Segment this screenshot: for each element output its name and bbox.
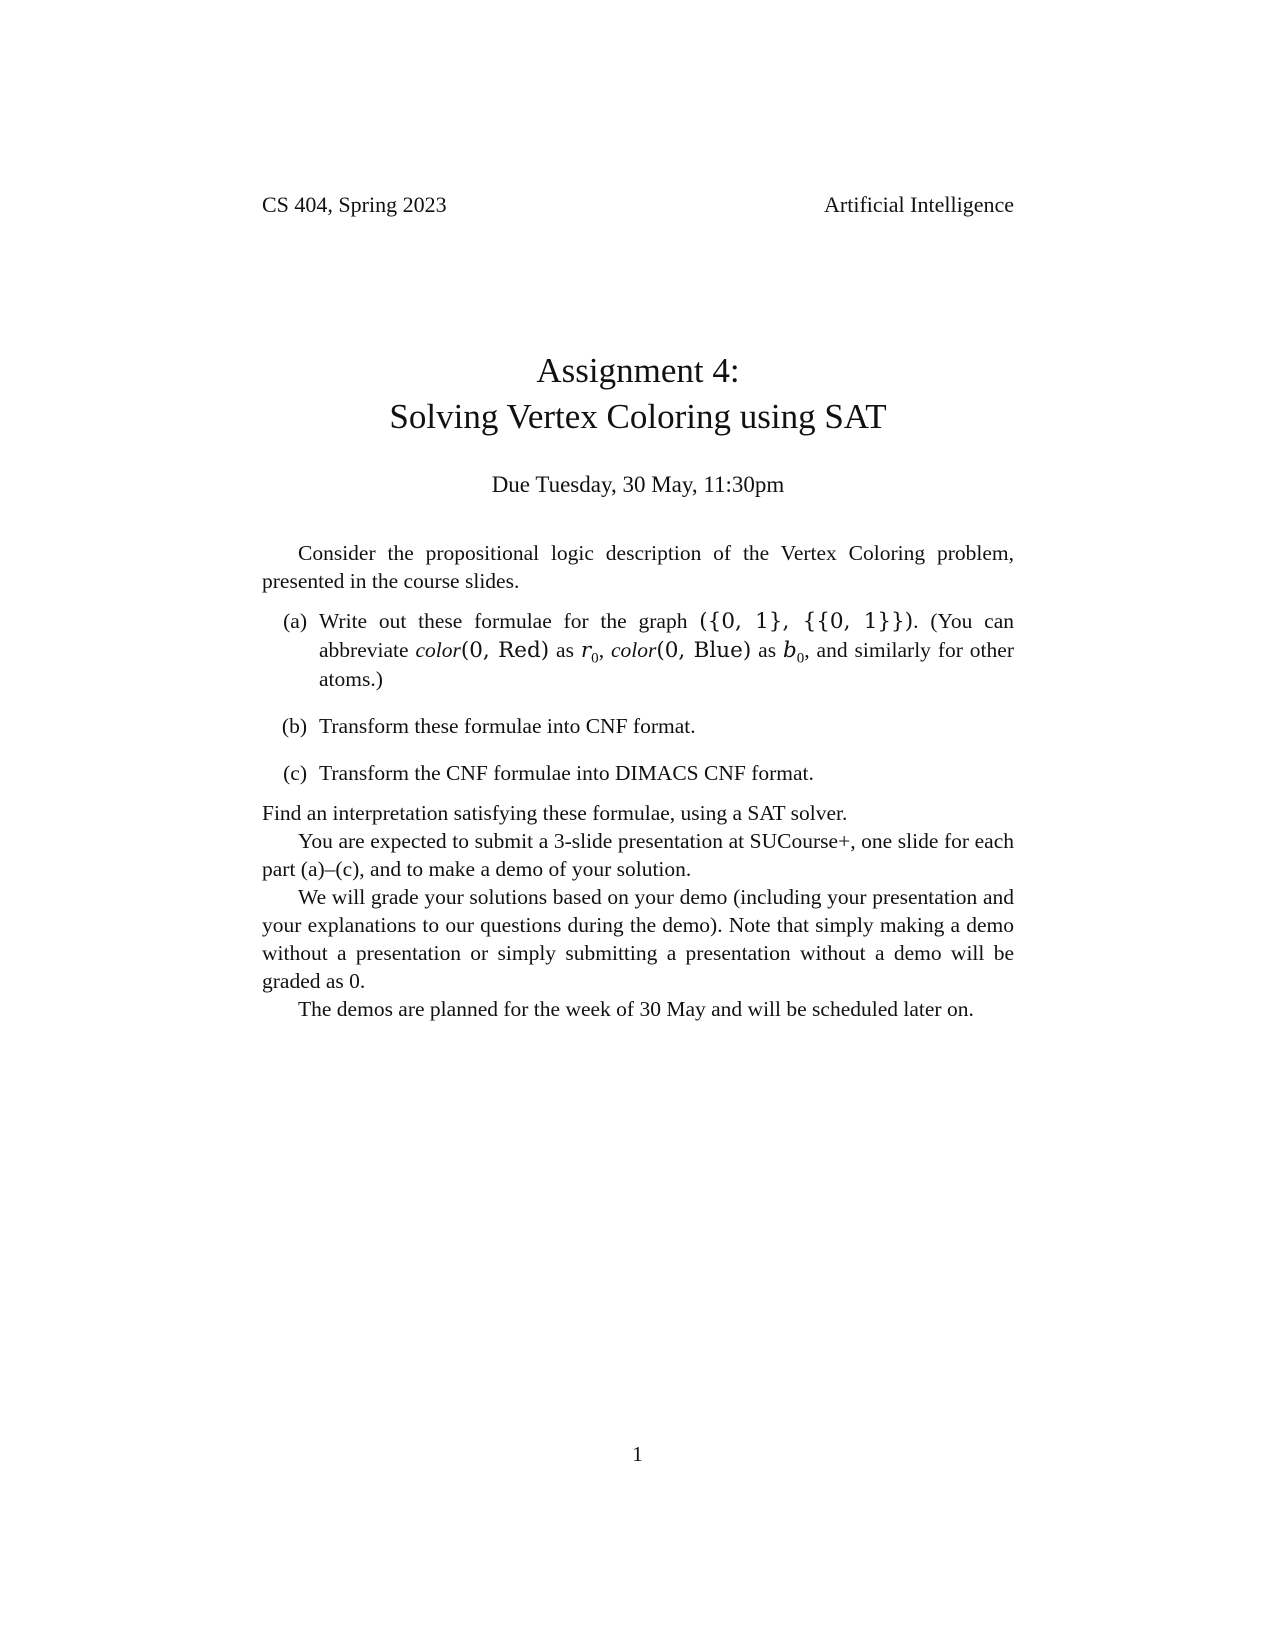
course-label: CS 404, Spring 2023 — [262, 192, 447, 217]
r-variable: r — [580, 638, 592, 663]
page-number: 1 — [632, 1442, 643, 1466]
r-subscript: 0 — [591, 650, 599, 667]
assignment-title — [262, 348, 1014, 440]
item-text-part: . (You can abbreviate — [319, 609, 1014, 662]
title-line-2: Solving Vertex Coloring using SAT — [389, 397, 887, 436]
intro-paragraph: Consider the propositional logic description of the Vertex Coloring problem, presented in the course slides. — [262, 541, 1014, 593]
item-label: (c) — [283, 761, 307, 785]
grading-paragraph: We will grade your solutions based on your demo (including your presentation and your explanations to our questions during the demo). Note that simply making a demo without a presentation or simply submitting a presentation without a demo will be graded as 0. — [262, 885, 1014, 993]
item-text: Transform these formulae into CNF format. — [319, 714, 696, 738]
color-function: color — [610, 638, 657, 662]
red-args-math: (0, Red) — [460, 638, 550, 663]
item-text-part: as — [751, 638, 783, 662]
task-list — [262, 607, 1014, 787]
blue-args-math: (0, Blue) — [656, 638, 752, 663]
due-date: Due Tuesday, 30 May, 11:30pm — [491, 472, 785, 497]
assignment-body — [262, 539, 1014, 1023]
submit-paragraph: You are expected to submit a 3-slide presentation at SUCourse+, one slide for each part (a)–(c), and to make a demo of your solution. — [262, 829, 1014, 881]
page-header — [262, 190, 1014, 220]
item-label: (a) — [283, 609, 307, 633]
graph-math: ({0, 1}, {{0, 1}}) — [699, 609, 914, 634]
item-text-part: , — [598, 638, 611, 662]
list-item — [262, 759, 1014, 787]
item-text-part: , and similarly for other atoms.) — [319, 638, 1014, 691]
find-paragraph: Find an interpretation satisfying these formulae, using a SAT solver. — [262, 801, 848, 825]
title-line-1: Assignment 4: — [536, 351, 740, 390]
list-item — [262, 712, 1014, 740]
list-item — [262, 607, 1014, 693]
b-variable: b — [782, 638, 797, 663]
item-text-part: Write out these formulae for the graph — [319, 609, 700, 633]
item-text-part: as — [549, 638, 581, 662]
item-text: Transform the CNF formulae into DIMACS CNF format. — [319, 761, 814, 785]
demos-paragraph: The demos are planned for the week of 30 May and will be scheduled later on. — [298, 997, 974, 1021]
course-subject: Artificial Intelligence — [824, 192, 1014, 217]
color-function: color — [415, 638, 461, 662]
b-subscript: 0 — [796, 650, 805, 667]
item-text — [319, 607, 1014, 693]
item-label: (b) — [281, 714, 307, 738]
